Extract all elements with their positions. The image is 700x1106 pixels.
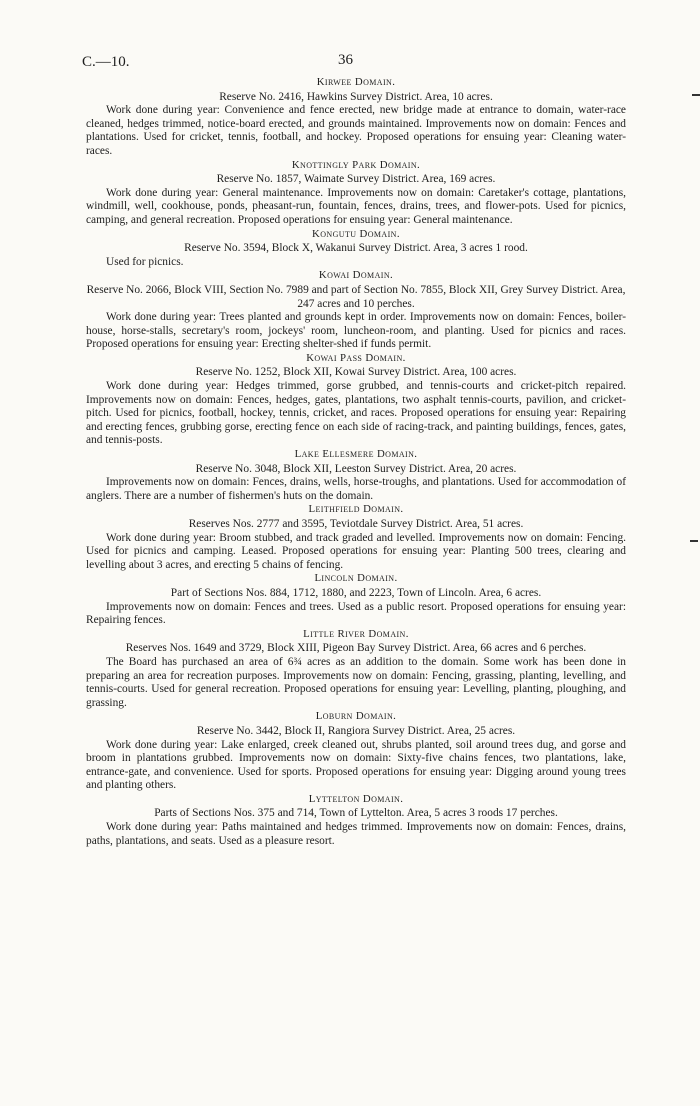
report-code: C.—10. [82,54,130,70]
section-title: Lyttelton Domain. [308,792,404,805]
section-text: Work done during year: Broom stubbed, and track graded and levelled. Improvements now on domain: Fencing. Used for picnics and camping. Leased. Proposed operations for ensuing year: Planting 500 trees, clearing and levelling about 3 acres, and erecting 5 chains of fencing. [86,531,626,571]
section-knottingly-park-domain [86,159,626,228]
section-title: Lincoln Domain. [314,572,398,585]
section-title: Knottingly Park Domain. [291,158,421,171]
section-lyttelton-domain [86,793,626,848]
section-kirwee-domain [86,76,626,159]
document-body [86,76,626,848]
section-title: Leithfield Domain. [308,503,404,516]
section-title: Kowai Domain. [318,269,394,282]
section-lincoln-domain [86,572,626,627]
section-loburn-domain [86,710,626,793]
reserve-line: Reserve No. 2066, Block VIII, Section No. 7989 and part of Section No. 7855, Block XII, Grey Survey District. Area, 247 acres and 10 perches. [86,283,626,310]
section-text: The Board has purchased an area of 6¾ acres as an addition to the domain. Some work has been done in preparing an area for recreation purposes. Improvements now on domain: Fencing, grassing, planting, levelling, and tennis-courts. Used for general recreation. Proposed operations for ensuing year: Levelling, planting, ploughing, and grassing. [86,655,626,709]
section-kowai-domain [86,269,626,352]
section-leithfield-domain [86,503,626,572]
reserve-line: Reserve No. 2416, Hawkins Survey District. Area, 10 acres. [219,90,493,103]
section-little-river-domain [86,628,626,711]
section-title: Kongutu Domain. [312,227,400,240]
reserve-line: Reserve No. 1252, Block XII, Kowai Survey District. Area, 100 acres. [195,366,517,379]
reserve-line: Reserves Nos. 1649 and 3729, Block XIII, Pigeon Bay Survey District. Area, 66 acres and 6 perches. [125,642,587,655]
reserve-line: Reserve No. 3442, Block II, Rangiora Survey District. Area, 25 acres. [196,724,516,737]
section-text: Improvements now on domain: Fences, drains, wells, horse-troughs, and plantations. Used for accommodation of anglers. There are a number of fishermen's huts on the domain. [86,476,626,502]
reserve-line: Parts of Sections Nos. 375 and 714, Town of Lyttelton. Area, 5 acres 3 roods 17 perches. [154,807,558,820]
section-title: Kowai Pass Domain. [306,351,406,364]
section-text: Improvements now on domain: Fences and trees. Used as a public resort. Proposed operations for ensuing year: Repairing fences. [86,600,626,627]
section-text: Work done during year: Trees planted and grounds kept in order. Improvements now on domain: Fences, boiler-house, horse-stalls, secretary's room, jockeys' room, luncheon-room, and planting. Used for picnics and races. Proposed operations for ensuing year: Erecting shelter-shed if funds permit. [86,311,626,351]
reserve-line: Part of Sections Nos. 884, 1712, 1880, and 2223, Town of Lincoln. Area, 6 acres. [170,586,542,599]
reserve-line: Reserve No. 1857, Waimate Survey District. Area, 169 acres. [216,173,496,186]
section-lake-ellesmere-domain [86,448,626,503]
section-text: Used for picnics. [106,255,184,268]
section-title: Little River Domain. [303,627,409,640]
reserve-line: Reserves Nos. 2777 and 3595, Teviotdale Survey District. Area, 51 acres. [188,518,524,530]
section-text: Work done during year: Lake enlarged, creek cleaned out, shrubs planted, soil around trees dug, and gorse and broom in plantations grubbed. Improvements now on domain: Sixty-five chains fences, two plantations, lake, entrance-gate, and convenience. Used for sports. Proposed operations for ensuing year: Digging around young trees and planting others. [86,738,626,792]
section-text: Work done during year: Convenience and fence erected, new bridge made at entrance to domain, water-race cleaned, hedges trimmed, notice-board erected, and grounds maintained. Improvements now on domain: Fences and plantations. Used for cricket, tennis, football, and hockey. Proposed operations for ensuing year: Cleaning water-races. [86,104,626,157]
section-kowai-pass-domain [86,352,626,448]
section-title: Kirwee Domain. [316,76,396,88]
margin-mark [692,94,700,96]
section-title: Lake Ellesmere Domain. [294,448,418,461]
section-title: Loburn Domain. [315,710,397,723]
margin-mark [690,540,698,542]
page-number: 36 [338,52,353,68]
section-text: Work done during year: General maintenance. Improvements now on domain: Caretaker's cottage, plantations, windmill, well, cookhouse, ponds, pheasant-run, fountain, fences, drains, trees, and flower-pots. Used for picnics, camping, and general recreation. Proposed operations for ensuing year: General maintenance. [86,186,626,226]
section-text: Work done during year: Paths maintained and hedges trimmed. Improvements now on domain: Fences, drains, paths, plantations, and seats. Used as a pleasure resort. [86,821,626,847]
section-text: Work done during year: Hedges trimmed, gorse grubbed, and tennis-courts and cricket-pitch repaired. Improvements now on domain: Fences, hedges, gates, plantations, two asphalt tennis-courts, pavilion, and cricket-pitch. Used for picnics, football, hockey, tennis, cricket, and races. Proposed operations for ensuing year: Repairing and erecting fences, grubbing gorse, erecting fence on each side of racing-track, and painting buildings, fences, gates, and tennis-posts. [86,380,626,447]
reserve-line: Reserve No. 3594, Block X, Wakanui Survey District. Area, 3 acres 1 rood. [184,242,528,255]
section-kongutu-domain [86,228,626,270]
reserve-line: Reserve No. 3048, Block XII, Leeston Survey District. Area, 20 acres. [195,462,517,475]
